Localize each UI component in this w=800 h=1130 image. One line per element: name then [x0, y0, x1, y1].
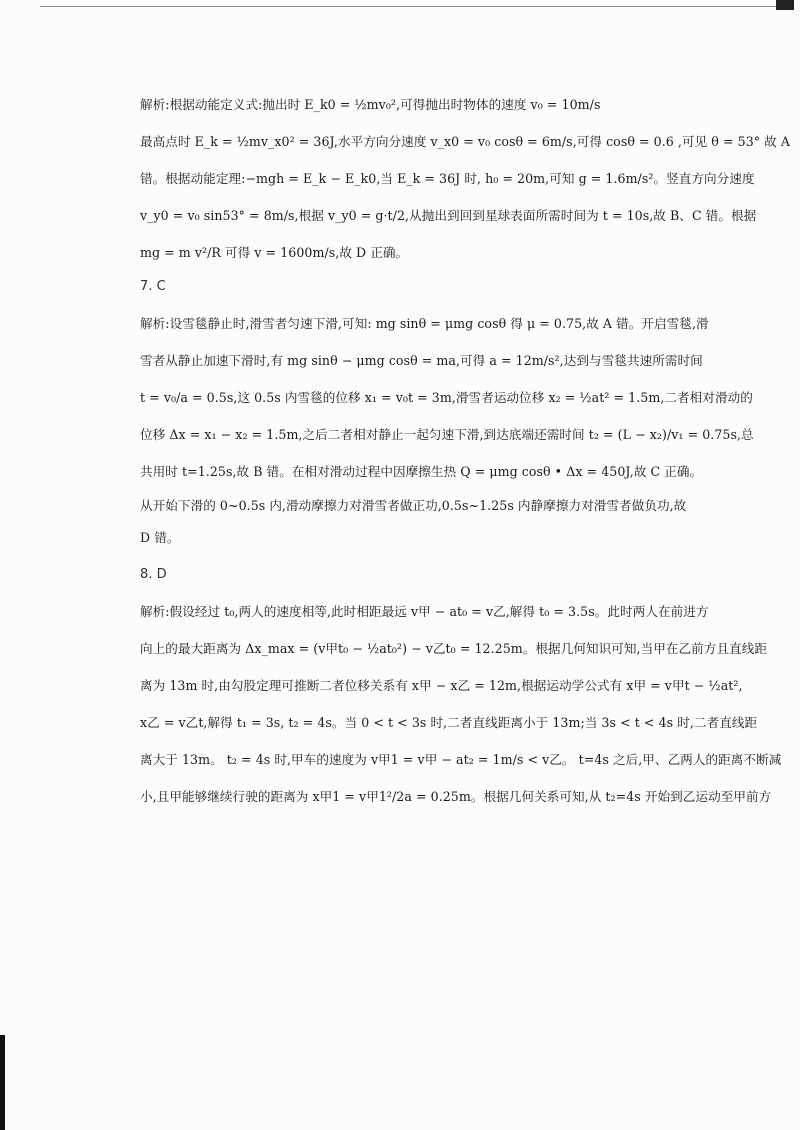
q8-analysis-line-6: 小,且甲能够继续行驶的距离为 x甲1 = v甲1²/2a = 0.25m。根据几何关系可知,从 t₂=4s 开始到乙运动至甲前方 — [140, 789, 772, 804]
q7-analysis-line-1: 解析:设雪毯静止时,滑雪者匀速下滑,可知: mg sinθ = μmg cosθ 得 μ = 0.75,故 A 错。开启雪毯,滑 — [140, 316, 709, 331]
q7-analysis-line-4: 位移 Δx = x₁ − x₂ = 1.5m,之后二者相对静止一起匀速下滑,到达底端还需时间 t₂ = (L − x₂)/v₁ = 0.75s,总 — [140, 427, 754, 442]
scan-edge-line — [40, 6, 780, 7]
q6-analysis-line-4: v_y0 = v₀ sin53° = 8m/s,根据 v_y0 = g·t/2,从抛出到回到星球表面所需时间为 t = 10s,故 B、C 错。根据 — [140, 208, 757, 223]
q8-analysis-line-1: 解析:假设经过 t₀,两人的速度相等,此时相距最远 v甲 − at₀ = v乙,解得 t₀ = 3.5s。此时两人在前进方 — [140, 604, 709, 619]
q6-analysis-line-5: mg = m v²/R 可得 v = 1600m/s,故 D 正确。 — [140, 245, 409, 260]
q8-analysis-line-2: 向上的最大距离为 Δx_max = (v甲t₀ − ½at₀²) − v乙t₀ = 12.25m。根据几何知识可知,当甲在乙前方且直线距 — [140, 641, 768, 656]
q7-analysis-line-2: 雪者从静止加速下滑时,有 mg sinθ − μmg cosθ = ma,可得 a = 12m/s²,达到与雪毯共速所需时间 — [140, 353, 703, 368]
q7-analysis-line-3: t = v₀/a = 0.5s,这 0.5s 内雪毯的位移 x₁ = v₀t = 3m,滑雪者运动位移 x₂ = ½at² = 1.5m,二者相对滑动的 — [140, 390, 753, 405]
q7-answer-heading: 7. C — [140, 279, 166, 294]
q8-analysis-line-4: x乙 = v乙t,解得 t₁ = 3s, t₂ = 4s。当 0 < t < 3s 时,二者直线距离小于 13m;当 3s < t < 4s 时,二者直线距 — [140, 715, 758, 730]
q7-analysis-line-7: D 错。 — [140, 530, 180, 545]
scan-corner-mark — [776, 0, 794, 10]
q7-analysis-line-6: 从开始下滑的 0~0.5s 内,滑动摩擦力对滑雪者做正功,0.5s~1.25s 内静摩擦力对滑雪者做负功,故 — [140, 498, 687, 513]
scan-binding-shadow — [0, 1035, 5, 1130]
q7-analysis-line-5: 共用时 t=1.25s,故 B 错。在相对滑动过程中因摩擦生热 Q = μmg cosθ • Δx = 450J,故 C 正确。 — [140, 464, 703, 479]
q6-analysis-line-3: 错。根据动能定理:−mgh = E_k − E_k0,当 E_k = 36J 时, h₀ = 20m,可知 g = 1.6m/s²。竖直方向分速度 — [140, 171, 755, 186]
q8-analysis-line-5: 离大于 13m。 t₂ = 4s 时,甲车的速度为 v甲1 = v甲 − at₂ = 1m/s < v乙。 t=4s 之后,甲、乙两人的距离不断减 — [140, 752, 782, 767]
solution-page — [140, 95, 791, 806]
q8-analysis-line-3: 离为 13m 时,由勾股定理可推断二者位移关系有 x甲 − x乙 = 12m,根据运动学公式有 x甲 = v甲t − ½at², — [140, 678, 743, 693]
q6-analysis-line-2: 最高点时 E_k = ½mv_x0² = 36J,水平方向分速度 v_x0 = v₀ cosθ = 6m/s,可得 cosθ = 0.6 ,可见 θ = 53° 故 A — [140, 134, 791, 149]
q6-analysis-line-1: 解析:根据动能定义式:抛出时 E_k0 = ½mv₀²,可得抛出时物体的速度 v₀ = 10m/s — [140, 97, 601, 112]
q8-answer-heading: 8. D — [140, 567, 167, 582]
